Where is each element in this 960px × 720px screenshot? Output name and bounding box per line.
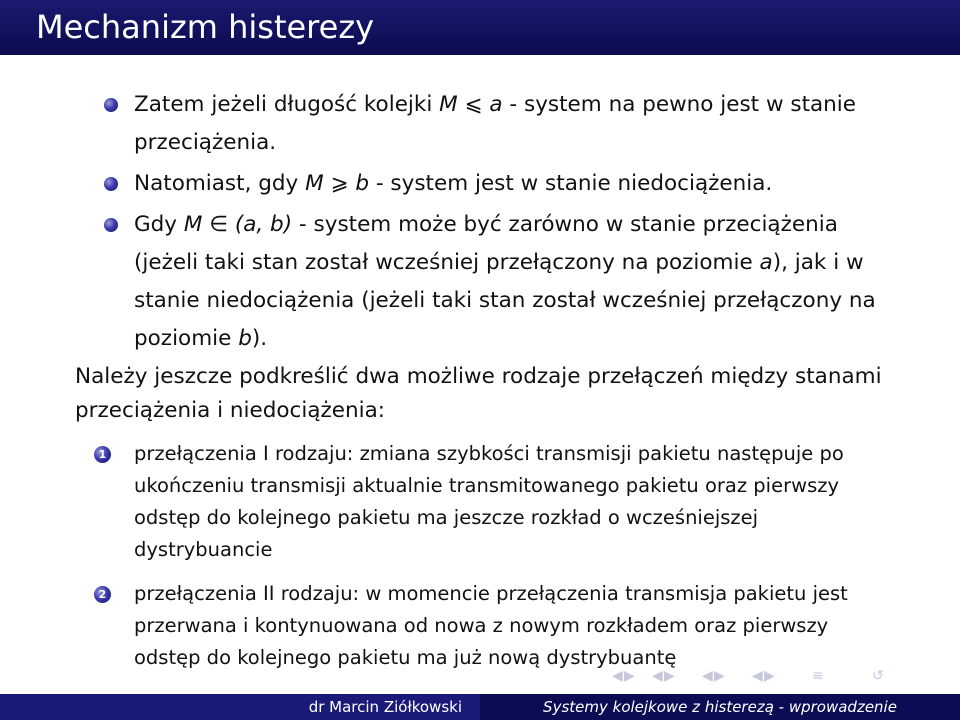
slide-title-bar	[0, 0, 960, 55]
nav-prev-frame-icon[interactable]: ◀	[652, 668, 663, 684]
enum-number-badge: 2	[94, 586, 111, 603]
nav-prev-section-icon[interactable]: ◀	[752, 668, 763, 684]
footer-lecture-title: Systemy kolejkowe z histerezą - wprowadzenie	[480, 694, 960, 720]
enum-text: przełączenia I rodzaju: zmiana szybkości transmisji pakietu następuje po ukończeniu transmisji aktualnie transmitowanego pakietu oraz pierwszy odstęp do kolejnego pakietu ma jeszcze rozkład o wcześniejszej dystrybuancie	[134, 442, 844, 561]
nav-prev-slide-icon[interactable]: ◀	[612, 668, 623, 684]
bullet-math: b	[238, 326, 252, 351]
bullet-math: M ∈ (a, b)	[183, 212, 293, 237]
beamer-navigation	[612, 668, 932, 692]
bullet-text: Gdy	[134, 212, 184, 237]
bullet-dot-icon	[104, 218, 118, 232]
bullet-text: Natomiast, gdy	[134, 171, 306, 196]
bullet-math: a	[759, 250, 773, 275]
bullet-item	[134, 206, 880, 358]
bullet-item	[134, 86, 880, 162]
nav-next-frame-icon[interactable]: ▶	[664, 668, 675, 684]
bullet-text: - system może być zarówno w stanie przeciążenia (jeżeli taki stan został wcześniej przełączony na poziomie	[134, 212, 838, 275]
intro-paragraph: Należy jeszcze podkreślić dwa możliwe rodzaje przełączeń między stanami przeciążenia i niedociążenia:	[75, 364, 882, 423]
bullet-list	[0, 86, 960, 361]
slide-footer	[0, 694, 960, 720]
nav-prev-subsection-icon[interactable]: ◀	[702, 668, 713, 684]
enum-text: przełączenia II rodzaju: w momencie przełączenia transmisja pakietu jest przerwana i kontynuowana od nowa z nowym rozkładem oraz pierwszy odstęp do kolejnego pakietu ma już nową dystrybuantę	[134, 582, 848, 669]
bullet-item	[134, 165, 880, 203]
bullet-text: Zatem jeżeli długość kolejki	[134, 92, 440, 117]
bullet-dot-icon	[104, 98, 118, 112]
enum-number-badge: 1	[94, 446, 111, 463]
bullet-text: - system jest w stanie niedociążenia.	[368, 171, 773, 196]
footer-author: dr Marcin Ziółkowski	[0, 694, 480, 720]
bullet-text: - system na pewno jest w stanie przeciążenia.	[134, 92, 856, 155]
bullet-text: ), jak i w stanie niedociążenia (jeżeli taki stan został wcześniej przełączony na poziomie	[134, 250, 876, 351]
bullet-math: M ⩾ b	[305, 171, 369, 196]
nav-toc-icon[interactable]: ≡	[812, 668, 824, 684]
nav-search-back-icon[interactable]: ↺	[872, 668, 884, 684]
bullet-text: ).	[251, 326, 268, 351]
nav-next-slide-icon[interactable]: ▶	[624, 668, 635, 684]
nav-next-subsection-icon[interactable]: ▶	[714, 668, 725, 684]
bullet-dot-icon	[104, 177, 118, 191]
bullet-math: M ⩽ a	[439, 92, 503, 117]
nav-next-section-icon[interactable]: ▶	[764, 668, 775, 684]
slide-title: Mechanizm histerezy	[36, 8, 375, 46]
